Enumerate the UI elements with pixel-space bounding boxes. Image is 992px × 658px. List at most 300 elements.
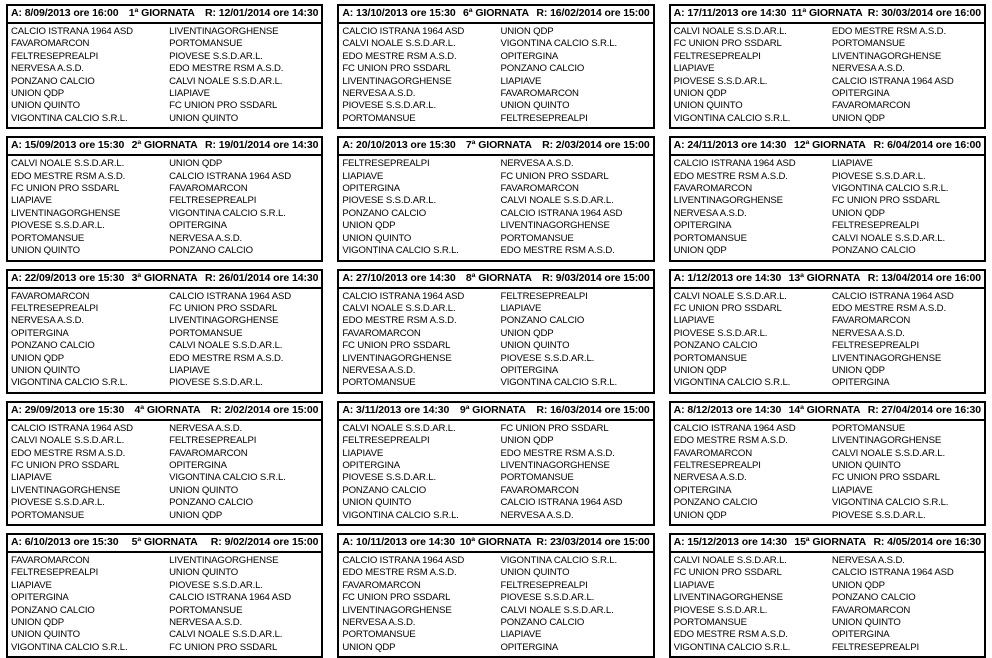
away-team: OPITERGINA [500, 641, 559, 653]
away-team: UNION QDP [500, 26, 554, 37]
giornata-label: 10ª GIORNATA [459, 536, 532, 548]
away-column [828, 423, 982, 522]
home-team: PIOVESE S.S.D.AR.L. [342, 195, 436, 207]
match-list [671, 24, 984, 127]
round-card [337, 269, 654, 394]
home-team: PORTOMANSUE [342, 377, 416, 389]
away-team: LIAPIAVE [169, 364, 210, 376]
andata-date: A: 27/10/2013 ore 14:30 [342, 271, 456, 284]
home-team: EDO MESTRE RSM A.S.D. [673, 435, 788, 447]
home-column [11, 423, 165, 522]
round-card [6, 4, 323, 129]
home-team: LIVENTINAGORGHENSE [342, 352, 452, 364]
home-team: PORTOMANSUE [673, 232, 747, 244]
round-card [669, 136, 986, 261]
ritorno-date: R: 4/05/2014 ore 16:30 [873, 536, 981, 548]
home-team: PIOVESE S.S.D.AR.L. [342, 472, 436, 484]
round-card [669, 269, 986, 394]
home-team: PORTOMANSUE [673, 352, 747, 364]
away-team: FAVAROMARCON [831, 315, 911, 327]
home-team: LIAPIAVE [342, 170, 384, 182]
away-team: FELTRESEPREALPI [831, 340, 919, 352]
away-column [496, 26, 650, 125]
away-team: UNION QUINTO [169, 567, 239, 579]
home-team: FC UNION PRO SSDARL [342, 592, 451, 604]
away-column [165, 291, 319, 390]
away-team: VIGONTINA CALCIO S.R.L. [169, 472, 286, 484]
away-team: LIAPIAVE [500, 75, 542, 87]
away-team: UNION QDP [500, 435, 554, 447]
away-team: LIVENTINAGORGHENSE [169, 555, 279, 566]
away-team: FELTRESEPREALPI [169, 435, 257, 447]
away-team: OPITERGINA [831, 629, 890, 641]
ritorno-date: R: 26/01/2014 ore 14:30 [205, 271, 319, 284]
away-column [828, 26, 982, 125]
home-team: EDO MESTRE RSM A.S.D. [673, 629, 788, 641]
away-team: PORTOMANSUE [500, 232, 574, 244]
round-card [337, 401, 654, 526]
round-header [339, 535, 652, 553]
home-team: OPITERGINA [342, 459, 400, 471]
away-team: FC UNION PRO SSDARL [169, 641, 278, 653]
home-team: FAVAROMARCON [11, 555, 90, 566]
home-column [342, 291, 496, 390]
home-team: CALVI NOALE S.S.D.AR.L. [11, 158, 125, 170]
home-team: NERVESA A.S.D. [11, 315, 84, 327]
away-team: OPITERGINA [500, 50, 559, 62]
andata-date: A: 3/11/2013 ore 14:30 [342, 403, 450, 416]
andata-date: A: 24/11/2013 ore 14:30 [673, 139, 787, 152]
match-list [671, 289, 984, 392]
away-column [828, 291, 982, 390]
away-team: CALCIO ISTRANA 1964 ASD [831, 567, 954, 579]
away-team: PIOVESE S.S.D.AR.L. [500, 352, 595, 364]
away-team: UNION QDP [831, 207, 885, 219]
match-list [8, 553, 321, 656]
away-team: FAVAROMARCON [500, 484, 579, 496]
away-team: FC UNION PRO SSDARL [500, 170, 609, 182]
away-team: PIOVESE S.S.D.AR.L. [831, 170, 926, 182]
home-team: UNION QUINTO [11, 629, 80, 641]
home-team: FELTRESEPREALPI [11, 567, 99, 579]
home-team: CALVI NOALE S.S.D.AR.L. [11, 435, 125, 447]
away-team: NERVESA A.S.D. [831, 555, 905, 566]
away-column [828, 158, 982, 257]
away-team: UNION QDP [169, 509, 223, 521]
home-team: OPITERGINA [673, 484, 732, 496]
home-column [342, 158, 496, 257]
away-team: UNION QUINTO [169, 112, 239, 124]
away-team: LIVENTINAGORGHENSE [500, 220, 610, 232]
home-team: LIVENTINAGORGHENSE [11, 207, 121, 219]
away-team: UNION QUINTO [831, 617, 901, 629]
away-column [828, 555, 982, 654]
away-team: UNION QDP [831, 364, 885, 376]
giornata-label: 1ª GIORNATA [128, 7, 195, 19]
giornata-label: 6ª GIORNATA [463, 7, 529, 19]
away-team: NERVESA A.S.D. [500, 509, 574, 521]
home-team: UNION QDP [673, 245, 727, 257]
home-team: LIVENTINAGORGHENSE [342, 75, 452, 87]
andata-date: A: 17/11/2013 ore 14:30 [673, 7, 787, 19]
ritorno-date: R: 27/04/2014 ore 16:30 [867, 403, 981, 416]
match-list [8, 24, 321, 127]
away-team: NERVESA A.S.D. [831, 327, 905, 339]
away-team: EDO MESTRE RSM A.S.D. [831, 302, 946, 314]
match-list [671, 421, 984, 524]
home-team: EDO MESTRE RSM A.S.D. [673, 170, 788, 182]
away-team: FAVAROMARCON [831, 100, 911, 112]
home-team: LIAPIAVE [673, 63, 715, 75]
away-column [165, 158, 319, 257]
home-team: UNION QUINTO [673, 100, 743, 112]
home-team: FAVAROMARCON [342, 327, 421, 339]
away-team: PONZANO CALCIO [500, 617, 585, 629]
round-header [339, 403, 652, 421]
ritorno-date: R: 6/04/2014 ore 16:00 [873, 139, 981, 152]
match-list [671, 553, 984, 656]
home-team: PORTOMANSUE [342, 112, 416, 124]
home-team: PIOVESE S.S.D.AR.L. [11, 497, 105, 509]
home-team: OPITERGINA [342, 183, 400, 195]
away-column [496, 158, 650, 257]
home-team: FELTRESEPREALPI [673, 50, 761, 62]
home-team: FAVAROMARCON [11, 38, 90, 50]
home-team: LIAPIAVE [11, 472, 52, 484]
ritorno-date: R: 19/01/2014 ore 14:30 [205, 139, 319, 152]
home-team: UNION QDP [11, 617, 65, 629]
away-team: PONZANO CALCIO [831, 592, 916, 604]
home-column [342, 26, 496, 125]
home-column [674, 555, 828, 654]
home-column [11, 291, 165, 390]
away-team: UNION QUINTO [169, 484, 239, 496]
home-team: UNION QDP [11, 88, 65, 100]
away-column [496, 291, 650, 390]
home-team: VIGONTINA CALCIO S.R.L. [342, 245, 459, 257]
home-column [674, 423, 828, 522]
away-team: NERVESA A.S.D. [169, 232, 243, 244]
away-team: PORTOMANSUE [831, 422, 905, 434]
away-team: VIGONTINA CALCIO S.R.L. [831, 497, 949, 509]
away-team: FELTRESEPREALPI [831, 220, 919, 232]
home-team: PONZANO CALCIO [11, 604, 95, 616]
away-team: LIVENTINAGORGHENSE [831, 352, 942, 364]
away-team: LIAPIAVE [831, 158, 873, 170]
giornata-label: 11ª GIORNATA [791, 7, 863, 19]
giornata-label: 12ª GIORNATA [794, 139, 866, 152]
ritorno-date: R: 9/03/2014 ore 15:00 [542, 271, 650, 284]
away-team: FELTRESEPREALPI [500, 112, 588, 124]
away-team: FC UNION PRO SSDARL [169, 100, 278, 112]
away-team: VIGONTINA CALCIO S.R.L. [169, 207, 286, 219]
away-team: CALCIO ISTRANA 1964 ASD [169, 170, 292, 182]
away-team: NERVESA A.S.D. [500, 158, 574, 170]
home-team: LIVENTINAGORGHENSE [342, 604, 452, 616]
home-team: PIOVESE S.S.D.AR.L. [673, 604, 768, 616]
home-team: CALCIO ISTRANA 1964 ASD [673, 158, 796, 170]
home-column [342, 423, 496, 522]
away-team: PIOVESE S.S.D.AR.L. [500, 592, 595, 604]
andata-date: A: 22/09/2013 ore 15:30 [11, 271, 125, 284]
home-team: PONZANO CALCIO [342, 207, 427, 219]
match-list [339, 421, 652, 524]
home-team: OPITERGINA [11, 592, 69, 604]
away-team: OPITERGINA [831, 377, 890, 389]
round-card [669, 533, 986, 658]
home-team: UNION QDP [11, 352, 65, 364]
away-team: EDO MESTRE RSM A.S.D. [500, 245, 615, 257]
round-card [6, 533, 323, 658]
giornata-label: 13ª GIORNATA [788, 271, 861, 284]
away-team: UNION QDP [169, 158, 223, 170]
away-team: PONZANO CALCIO [831, 245, 916, 257]
home-team: OPITERGINA [673, 220, 732, 232]
away-team: LIVENTINAGORGHENSE [169, 315, 279, 327]
away-team: CALCIO ISTRANA 1964 ASD [831, 75, 954, 87]
home-team: UNION QUINTO [342, 232, 412, 244]
match-list [671, 156, 984, 259]
home-team: CALCIO ISTRANA 1964 ASD [11, 422, 133, 434]
away-team: VIGONTINA CALCIO S.R.L. [831, 183, 949, 195]
home-team: UNION QUINTO [11, 100, 80, 112]
andata-date: A: 13/10/2013 ore 15:30 [342, 7, 456, 19]
round-header [339, 271, 652, 289]
round-card [6, 401, 323, 526]
home-team: UNION QDP [673, 364, 727, 376]
away-team: CALCIO ISTRANA 1964 ASD [500, 497, 623, 509]
away-team: FC UNION PRO SSDARL [500, 422, 609, 434]
home-team: UNION QUINTO [11, 364, 80, 376]
home-team: PONZANO CALCIO [673, 497, 758, 509]
home-team: VIGONTINA CALCIO S.R.L. [673, 641, 791, 653]
round-card [669, 401, 986, 526]
away-team: UNION QDP [831, 112, 885, 124]
away-team: LIAPIAVE [500, 302, 542, 314]
away-team: OPITERGINA [169, 459, 227, 471]
home-team: PORTOMANSUE [673, 617, 747, 629]
away-team: FAVAROMARCON [831, 604, 911, 616]
away-team: PIOVESE S.S.D.AR.L. [169, 50, 263, 62]
away-team: VIGONTINA CALCIO S.R.L. [500, 555, 617, 566]
home-team: CALVI NOALE S.S.D.AR.L. [342, 302, 456, 314]
home-team: LIVENTINAGORGHENSE [11, 484, 121, 496]
away-team: LIVENTINAGORGHENSE [831, 50, 942, 62]
home-team: FELTRESEPREALPI [11, 50, 99, 62]
round-header [8, 535, 321, 553]
away-team: CALVI NOALE S.S.D.AR.L. [169, 75, 283, 87]
home-team: PIOVESE S.S.D.AR.L. [342, 100, 436, 112]
home-team: FC UNION PRO SSDARL [673, 302, 782, 314]
match-list [8, 289, 321, 392]
home-team: FAVAROMARCON [11, 290, 90, 302]
away-team: EDO MESTRE RSM A.S.D. [500, 447, 615, 459]
ritorno-date: R: 23/03/2014 ore 15:00 [536, 536, 650, 548]
home-team: FELTRESEPREALPI [673, 459, 761, 471]
away-team: CALVI NOALE S.S.D.AR.L. [169, 629, 283, 641]
home-team: OPITERGINA [11, 327, 69, 339]
away-team: CALVI NOALE S.S.D.AR.L. [169, 340, 283, 352]
match-list [8, 421, 321, 524]
round-header [8, 138, 321, 156]
match-list [8, 156, 321, 259]
away-team: FC UNION PRO SSDARL [831, 195, 940, 207]
away-column [165, 555, 319, 654]
away-team: LIVENTINAGORGHENSE [831, 435, 942, 447]
home-team: PONZANO CALCIO [342, 484, 427, 496]
home-team: FC UNION PRO SSDARL [673, 38, 782, 50]
home-team: PONZANO CALCIO [673, 340, 758, 352]
ritorno-date: R: 30/03/2014 ore 16:00 [867, 7, 981, 19]
home-column [674, 291, 828, 390]
away-team: OPITERGINA [831, 88, 890, 100]
home-team: NERVESA A.S.D. [342, 617, 416, 629]
ritorno-date: R: 2/03/2014 ore 15:00 [542, 139, 650, 152]
match-list [339, 156, 652, 259]
away-column [496, 555, 650, 654]
home-team: FELTRESEPREALPI [11, 302, 99, 314]
home-team: VIGONTINA CALCIO S.R.L. [342, 509, 459, 521]
giornata-label: 15ª GIORNATA [794, 536, 867, 548]
home-team: NERVESA A.S.D. [342, 364, 416, 376]
away-team: LIAPIAVE [169, 88, 210, 100]
away-team: PORTOMANSUE [500, 472, 574, 484]
home-column [342, 555, 496, 654]
away-team: PIOVESE S.S.D.AR.L. [169, 579, 263, 591]
andata-date: A: 8/09/2013 ore 16:00 [11, 7, 119, 19]
away-team: FAVAROMARCON [500, 183, 579, 195]
home-team: PIOVESE S.S.D.AR.L. [673, 75, 768, 87]
home-team: EDO MESTRE RSM A.S.D. [342, 50, 457, 62]
round-card [337, 533, 654, 658]
home-team: FAVAROMARCON [673, 447, 752, 459]
away-team: FELTRESEPREALPI [500, 290, 588, 302]
home-column [674, 26, 828, 125]
away-team: NERVESA A.S.D. [169, 617, 243, 629]
home-column [11, 26, 165, 125]
round-header [8, 403, 321, 421]
round-header [671, 271, 984, 289]
home-team: LIAPIAVE [342, 447, 384, 459]
giornata-label: 2ª GIORNATA [131, 139, 198, 152]
giornata-label: 4ª GIORNATA [134, 403, 201, 416]
away-team: FC UNION PRO SSDARL [831, 472, 940, 484]
away-team: FC UNION PRO SSDARL [169, 302, 278, 314]
giornata-label: 9ª GIORNATA [459, 403, 526, 416]
home-team: FC UNION PRO SSDARL [342, 63, 451, 75]
ritorno-date: R: 12/01/2014 ore 14:30 [205, 7, 319, 19]
away-column [165, 26, 319, 125]
away-team: NERVESA A.S.D. [831, 63, 905, 75]
match-list [339, 289, 652, 392]
rounds-grid [6, 4, 986, 658]
away-team: PIOVESE S.S.D.AR.L. [169, 377, 263, 389]
giornata-label: 5ª GIORNATA [131, 536, 198, 548]
away-team: OPITERGINA [169, 220, 227, 232]
ritorno-date: R: 16/03/2014 ore 15:00 [536, 403, 650, 416]
round-card [6, 136, 323, 261]
round-header [671, 6, 984, 24]
home-team: VIGONTINA CALCIO S.R.L. [11, 112, 128, 124]
away-team: CALVI NOALE S.S.D.AR.L. [831, 447, 945, 459]
away-team: LIVENTINAGORGHENSE [169, 26, 279, 37]
home-team: CALCIO ISTRANA 1964 ASD [342, 26, 465, 37]
home-team: FC UNION PRO SSDARL [673, 567, 782, 579]
andata-date: A: 8/12/2013 ore 14:30 [673, 403, 782, 416]
away-team: FELTRESEPREALPI [831, 641, 919, 653]
home-team: EDO MESTRE RSM A.S.D. [342, 315, 457, 327]
away-team: FELTRESEPREALPI [169, 195, 257, 207]
round-header [339, 6, 652, 24]
giornata-label: 7ª GIORNATA [465, 139, 532, 152]
away-team: FAVAROMARCON [169, 183, 248, 195]
away-team: EDO MESTRE RSM A.S.D. [831, 26, 946, 37]
home-team: PORTOMANSUE [11, 232, 85, 244]
away-team: FELTRESEPREALPI [500, 579, 588, 591]
ritorno-date: R: 2/02/2014 ore 15:00 [210, 403, 319, 416]
home-team: FELTRESEPREALPI [342, 435, 430, 447]
andata-date: A: 10/11/2013 ore 14:30 [342, 536, 456, 548]
round-header [671, 403, 984, 421]
andata-date: A: 29/09/2013 ore 15:30 [11, 403, 125, 416]
home-team: EDO MESTRE RSM A.S.D. [11, 170, 126, 182]
giornata-label: 14ª GIORNATA [788, 403, 861, 416]
home-team: PIOVESE S.S.D.AR.L. [11, 220, 105, 232]
round-card [337, 136, 654, 261]
away-team: CALVI NOALE S.S.D.AR.L. [500, 195, 614, 207]
away-team: PORTOMANSUE [831, 38, 905, 50]
match-list [339, 553, 652, 656]
home-team: LIAPIAVE [11, 579, 52, 591]
home-team: VIGONTINA CALCIO S.R.L. [673, 112, 791, 124]
home-team: FELTRESEPREALPI [342, 158, 430, 170]
ritorno-date: R: 9/02/2014 ore 15:00 [210, 536, 319, 548]
home-team: PONZANO CALCIO [11, 340, 95, 352]
round-header [671, 535, 984, 553]
andata-date: A: 15/09/2013 ore 15:30 [11, 139, 125, 152]
home-team: LIAPIAVE [11, 195, 52, 207]
home-team: FAVAROMARCON [673, 183, 752, 195]
home-team: CALCIO ISTRANA 1964 ASD [342, 290, 465, 302]
home-team: CALVI NOALE S.S.D.AR.L. [673, 26, 787, 37]
away-team: CALCIO ISTRANA 1964 ASD [169, 290, 292, 302]
away-team: UNION QUINTO [500, 340, 570, 352]
home-column [11, 555, 165, 654]
away-team: CALVI NOALE S.S.D.AR.L. [831, 232, 945, 244]
home-team: LIVENTINAGORGHENSE [673, 592, 783, 604]
home-team: CALVI NOALE S.S.D.AR.L. [673, 290, 787, 302]
home-team: NERVESA A.S.D. [11, 63, 84, 75]
away-team: PONZANO CALCIO [169, 497, 253, 509]
home-team: NERVESA A.S.D. [342, 88, 416, 100]
giornata-label: 3ª GIORNATA [131, 271, 198, 284]
home-team: LIVENTINAGORGHENSE [673, 195, 783, 207]
away-team: LIAPIAVE [500, 629, 542, 641]
home-team: PONZANO CALCIO [11, 75, 95, 87]
round-card [669, 4, 986, 129]
andata-date: A: 20/10/2013 ore 15:30 [342, 139, 456, 152]
away-team: CALCIO ISTRANA 1964 ASD [831, 290, 954, 302]
away-team: PIOVESE S.S.D.AR.L. [831, 509, 926, 521]
round-card [6, 269, 323, 394]
away-team: CALCIO ISTRANA 1964 ASD [169, 592, 292, 604]
home-team: EDO MESTRE RSM A.S.D. [11, 447, 126, 459]
andata-date: A: 6/10/2013 ore 15:30 [11, 536, 119, 548]
home-team: PIOVESE S.S.D.AR.L. [673, 327, 768, 339]
home-team: CALCIO ISTRANA 1964 ASD [342, 555, 465, 566]
home-team: NERVESA A.S.D. [673, 207, 747, 219]
away-team: NERVESA A.S.D. [169, 422, 243, 434]
